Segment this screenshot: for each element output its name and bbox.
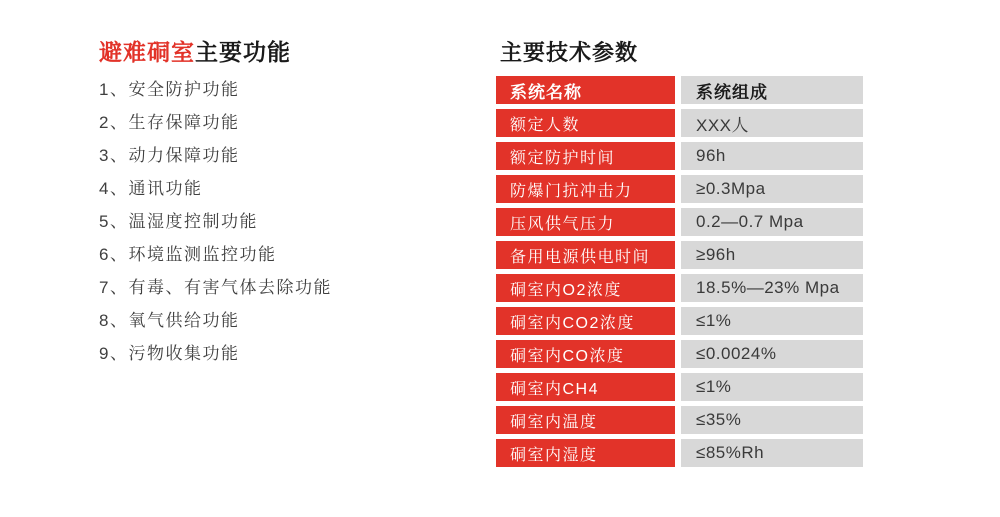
functions-list: [99, 81, 479, 363]
parameters-table: [496, 76, 863, 467]
function-list-item: 5、温湿度控制功能: [99, 212, 258, 231]
param-name-cell: 额定防护时间: [496, 142, 675, 170]
function-list-item: 9、污物收集功能: [99, 344, 240, 363]
function-list-item: 1、安全防护功能: [99, 80, 240, 99]
param-name-cell: 硐室内湿度: [496, 439, 675, 467]
param-name-cell: 压风供气压力: [496, 208, 675, 236]
param-header-value-cell: 系统组成: [681, 76, 863, 104]
param-row: [496, 373, 863, 401]
parameters-title: 主要技术参数: [500, 40, 639, 65]
param-value-cell: 96h: [681, 142, 863, 170]
param-row: [496, 406, 863, 434]
param-row: [496, 340, 863, 368]
function-list-item: 2、生存保障功能: [99, 113, 240, 132]
functions-section: [99, 40, 479, 363]
param-value-cell: ≤85%Rh: [681, 439, 863, 467]
param-header-name-cell: 系统名称: [496, 76, 675, 104]
function-list-item: 8、氧气供给功能: [99, 311, 240, 330]
param-name-cell: 硐室内CO浓度: [496, 340, 675, 368]
param-name-cell: 额定人数: [496, 109, 675, 137]
param-row: [496, 208, 863, 236]
param-name-cell: 备用电源供电时间: [496, 241, 675, 269]
param-header-row: [496, 76, 863, 104]
param-row: [496, 307, 863, 335]
param-name-cell: 硐室内CO2浓度: [496, 307, 675, 335]
param-name-cell: 硐室内温度: [496, 406, 675, 434]
function-list-item: 7、有毒、有害气体去除功能: [99, 278, 332, 297]
param-value-cell: 0.2—0.7 Mpa: [681, 208, 863, 236]
param-value-cell: ≤0.0024%: [681, 340, 863, 368]
param-row: [496, 274, 863, 302]
param-value-cell: ≤1%: [681, 373, 863, 401]
param-value-cell: 18.5%—23% Mpa: [681, 274, 863, 302]
function-list-item: 4、通讯功能: [99, 179, 203, 198]
function-list-item: 6、环境监测监控功能: [99, 245, 277, 264]
param-value-cell: ≤1%: [681, 307, 863, 335]
param-row: [496, 175, 863, 203]
param-row: [496, 109, 863, 137]
param-name-cell: 防爆门抗冲击力: [496, 175, 675, 203]
param-row: [496, 439, 863, 467]
param-value-cell: XXX人: [681, 109, 863, 137]
function-list-item: 3、动力保障功能: [99, 146, 240, 165]
param-name-cell: 硐室内CH4: [496, 373, 675, 401]
functions-title-red-part: 避难硐室: [99, 39, 195, 65]
param-value-cell: ≤35%: [681, 406, 863, 434]
param-row: [496, 241, 863, 269]
param-row: [496, 142, 863, 170]
params-table-body: [496, 109, 863, 467]
functions-title-black-part: 主要功能: [195, 39, 291, 65]
param-value-cell: ≥96h: [681, 241, 863, 269]
param-name-cell: 硐室内O2浓度: [496, 274, 675, 302]
functions-title: [99, 40, 479, 65]
param-value-cell: ≥0.3Mpa: [681, 175, 863, 203]
